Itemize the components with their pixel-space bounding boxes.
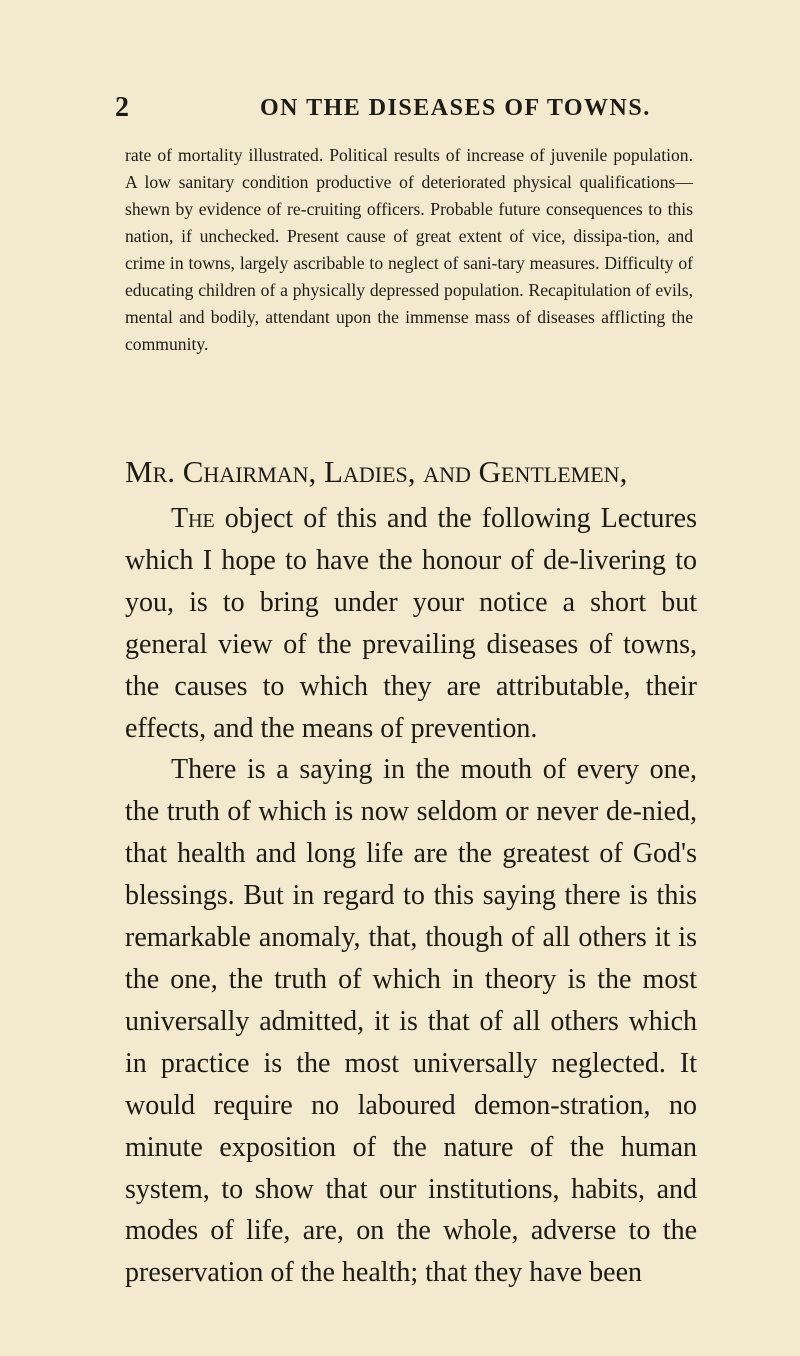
page-number: 2 — [115, 92, 129, 123]
salutation: Mr. Chairman, Ladies, and Gentlemen, — [125, 454, 628, 489]
paragraph-1-text: object of this and the following Lectures which I hope to have the honour of de-livering to you, is to bring under your notice a short but general view of the prevailing diseases of towns, the causes to which they are attributable, their effects, and the means of prevention. — [125, 503, 697, 744]
lecture-body — [125, 498, 697, 1294]
paragraph-2: There is a saying in the mouth of every one, the truth of which is now seldom or never de-nied, that health and long life are the greatest of God's blessings. But in regard to this saying there is this remarkable anomaly, that, though of all others it is the one, the truth of which in theory is the most universally admitted, it is that of all others which in practice is the most universally neglected. It would require no laboured demon-stration, no minute exposition of the nature of the human system, to show that our institutions, habits, and modes of life, are, on the whole, adverse to the preservation of the health; that they have been — [125, 754, 697, 1289]
running-head — [115, 90, 715, 126]
running-title: ON THE DISEASES OF TOWNS. — [260, 95, 651, 121]
paragraph-lead-word: The — [171, 503, 215, 534]
chapter-synopsis: rate of mortality illustrated. Political results of increase of juvenile population. A low sanitary condition productive of deteriorated physical qualifications—shewn by evidence of re-cruiting officers. Probable future consequences to this nation, if unchecked. Present cause of great extent of vice, dissipa-tion, and crime in towns, largely ascribable to neglect of sani-tary measures. Difficulty of educating children of a physically depressed population. Recapitulation of evils, mental and bodily, attendant upon the immense mass of diseases afflicting the community. — [125, 145, 693, 354]
paragraph-1 — [125, 498, 697, 749]
